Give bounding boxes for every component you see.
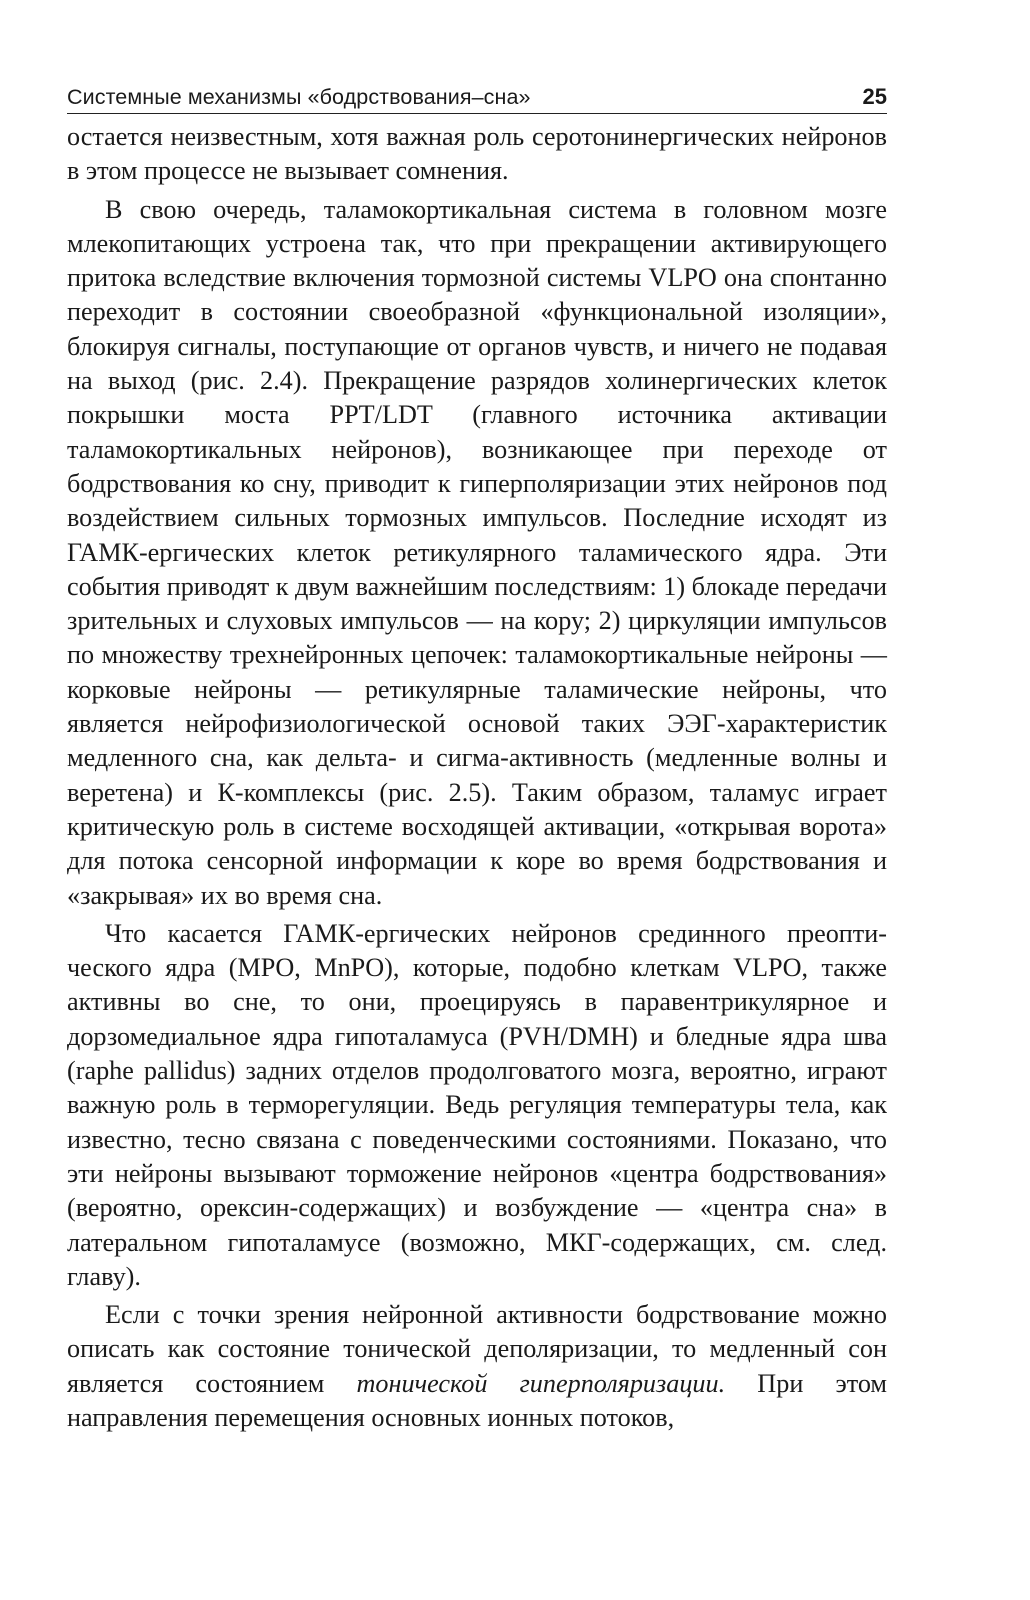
- paragraph-thalamocortical: В свою очередь, таламокортикальная система в головном мозге млекопитающих устроена так, что при прекращении активирующего притока вследствие включения тормозной системы VLPO она спонтанно переходит в состоянии своеобразной «функциональной изоляции», блокируя сигналы, поступающие от органов чувств, и ничего не подавая на выход (рис. 2.4). Прекращение разрядов холинергических клеток покрышки моста PPT/LDT (главного источника активации таламокортикальных нейронов), возникающее при переходе от бодрствования ко сну, приводит к гиперполяризации этих нейронов под воздействием сильных тормозных импульсов. Последние исходят из ГАМК-ергических клеток ретикулярного таламического ядра. Эти события приводят к двум важнейшим последствиям: 1) блокаде передачи зрительных и слуховых импульсов — на кору; 2) циркуляции импульсов по множеству трехнейронных цепочек: таламокортикальные нейроны — корковые нейроны — ретикулярные таламические нейроны, что является нейрофизиологической основой таких ЭЭГ-характеристик медленного сна, как дельта- и сигма-активность (медленные волны и веретена) и К-комплексы (рис. 2.5). Таким образом, таламус играет критическую роль в системе восходящей активации, «открывая ворота» для потока сенсорной информации к коре во время бодрствования и «закрывая» их во время сна.: [67, 194, 887, 910]
- book-page: [67, 84, 887, 1439]
- body-text: [67, 120, 887, 1435]
- paragraph-text-start: Если с точки зрения нейронной активности бодрствование можно описать как состояние тонической деполяризации, то медленный сон является состоянием: [67, 1300, 887, 1398]
- paragraph-gaba-preoptic: Что касается ГАМК-ергических нейронов срединного преоптического ядра (MPO, MnPO), которые, подобно клеткам VLPO, также активны во сне, то они, проецируясь в паравентрикулярное и дорзомедиальное ядра гипоталамуса (PVH/DMH) и бледные ядра шва (raphe pallidus) задних отделов продолговатого мозга, вероятно, играют важную роль в терморегуляции. Ведь регуляция температуры тела, как известно, тесно связана с поведенческими состояниями. Показано, что эти нейроны вызывают торможение нейронов «центра бодрствования» (вероятно, орексин-содержащих) и возбуждение — «центра сна» в латеральном гипоталамусе (возможно, МКГ-содержащих, см. след. главу).: [67, 918, 887, 1291]
- page-number: 25: [862, 84, 887, 109]
- paragraph-text-end: При этом направления перемещения основных ионных потоков,: [67, 1368, 887, 1432]
- chapter-running-title: Системные механизмы «бодрствования–сна»: [67, 85, 531, 109]
- running-header: [67, 84, 887, 114]
- paragraph-continuation: остается неизвестным, хотя важная роль серотонинергических нейронов в этом процессе не вызывает сомнения.: [67, 122, 887, 186]
- paragraph-hyperpolarization: [67, 1298, 887, 1435]
- italic-term: тонической гиперполяризации.: [356, 1368, 726, 1398]
